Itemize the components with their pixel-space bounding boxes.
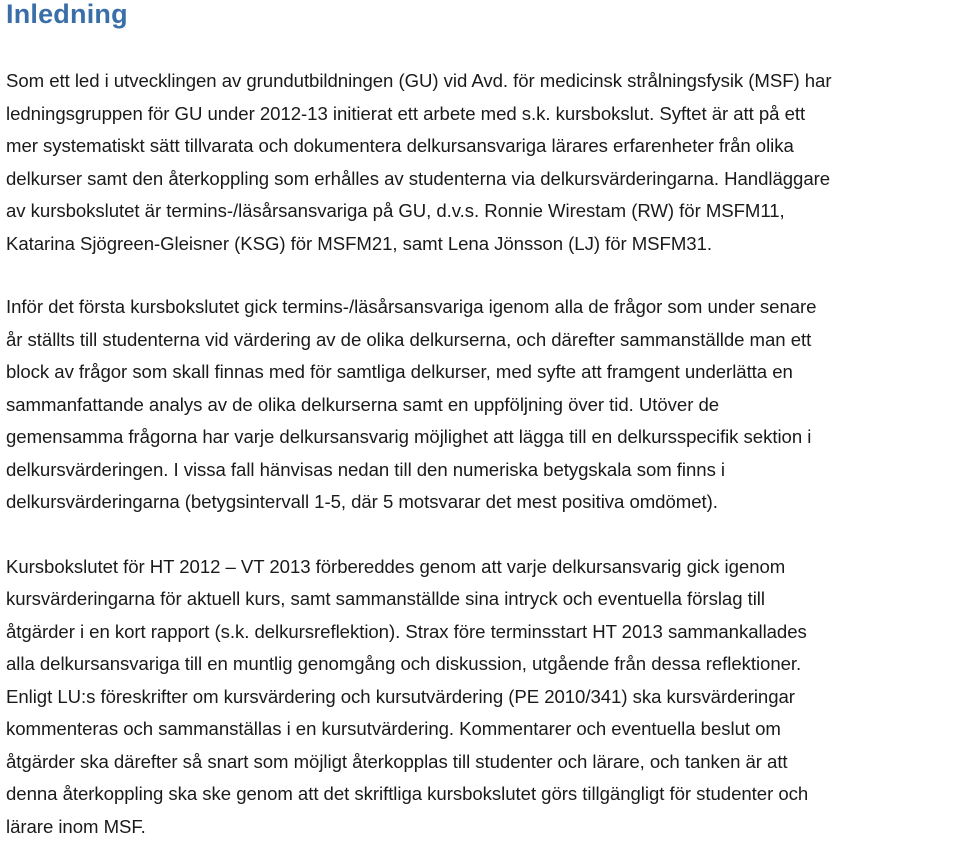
text-line: block av frågor som skall finnas med för samtliga delkurser, med syfte att framgent underlätta en xyxy=(6,356,948,389)
text-line: år ställts till studenterna vid värdering av de olika delkurserna, och därefter sammanställde man ett xyxy=(6,324,948,357)
text-line: Kursbokslutet för HT 2012 – VT 2013 förbereddes genom att varje delkursansvarig gick igenom xyxy=(6,551,948,584)
text-line: mer systematiskt sätt tillvarata och dokumentera delkursansvariga lärares erfarenheter från olika xyxy=(6,130,948,163)
paragraph-process xyxy=(6,551,948,843)
text-line: Som ett led i utvecklingen av grundutbildningen (GU) vid Avd. för medicinsk strålningsfysik (MSF) har xyxy=(6,65,948,98)
text-line: delkursvärderingen. I vissa fall hänvisas nedan till den numeriska betygskala som finns i xyxy=(6,454,948,487)
text-line: gemensamma frågorna har varje delkursansvarig möjlighet att lägga till en delkursspecifik sektion i xyxy=(6,421,948,454)
text-line: Katarina Sjögreen-Gleisner (KSG) för MSFM21, samt Lena Jönsson (LJ) för MSFM31. xyxy=(6,228,948,261)
text-line: alla delkursansvariga till en muntlig genomgång och diskussion, utgående från dessa reflektioner. xyxy=(6,648,948,681)
text-line: Inför det första kursbokslutet gick termins-/läsårsansvariga igenom alla de frågor som under senare xyxy=(6,291,948,324)
paragraph-method xyxy=(6,291,948,519)
text-line: åtgärder i en kort rapport (s.k. delkursreflektion). Strax före terminsstart HT 2013 sammankallades xyxy=(6,616,948,649)
text-line: åtgärder ska därefter så snart som möjligt återkopplas till studenter och lärare, och tanken är att xyxy=(6,746,948,779)
text-line: delkursvärderingarna (betygsintervall 1-5, där 5 motsvarar det mest positiva omdömet). xyxy=(6,486,948,519)
text-line: ledningsgruppen för GU under 2012-13 initierat ett arbete med s.k. kursbokslut. Syftet är att på ett xyxy=(6,98,948,131)
text-line: denna återkoppling ska ske genom att det skriftliga kursbokslutet görs tillgängligt för studenter och xyxy=(6,778,948,811)
text-line: sammanfattande analys av de olika delkurserna samt en uppföljning över tid. Utöver de xyxy=(6,389,948,422)
text-line: kursvärderingarna för aktuell kurs, samt sammanställde sina intryck och eventuella förslag till xyxy=(6,583,948,616)
text-line: lärare inom MSF. xyxy=(6,811,948,843)
text-line: kommenteras och sammanställas i en kursutvärdering. Kommentarer och eventuella beslut om xyxy=(6,713,948,746)
section-heading: Inledning xyxy=(6,0,948,30)
text-line: delkurser samt den återkoppling som erhålles av studenterna via delkursvärderingarna. Handläggare xyxy=(6,163,948,196)
text-line: Enligt LU:s föreskrifter om kursvärdering och kursutvärdering (PE 2010/341) ska kursvärderingar xyxy=(6,681,948,714)
paragraph-intro xyxy=(6,65,948,260)
text-line: av kursbokslutet är termins-/läsårsansvariga på GU, d.v.s. Ronnie Wirestam (RW) för MSFM11, xyxy=(6,195,948,228)
